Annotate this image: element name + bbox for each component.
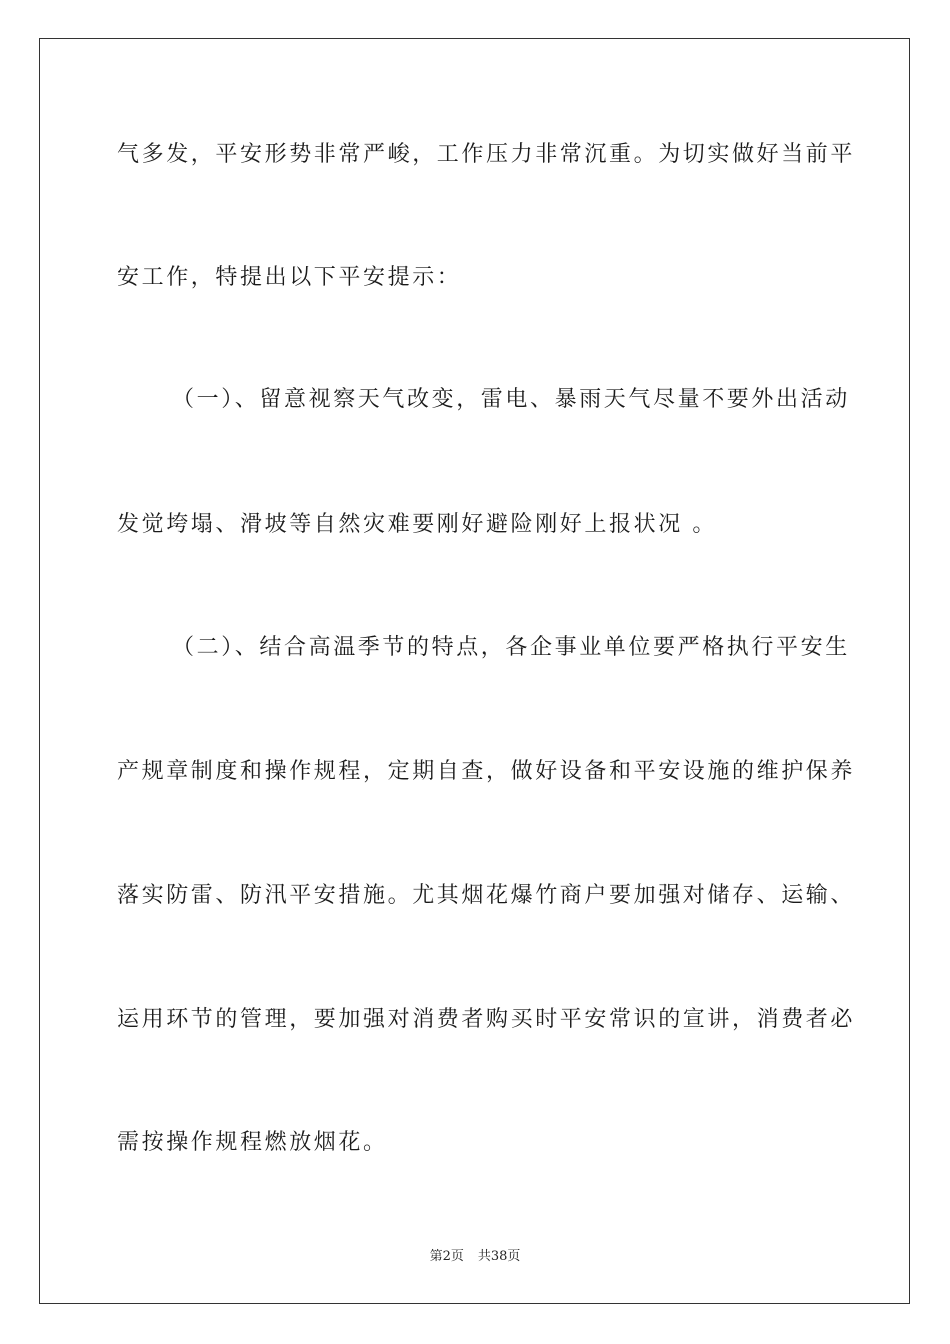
- body-text-line: （一）、留意视察天气改变，雷电、暴雨天气尽量不要外出活动: [172, 387, 850, 412]
- page-total: 共38页: [477, 1249, 521, 1264]
- body-text-line: （二）、结合高温季节的特点，各企事业单位要严格执行平安生: [172, 635, 850, 660]
- body-text-line: 安工作，特提出以下平安提示：: [117, 265, 462, 290]
- body-text-line: 发觉垮塌、滑坡等自然灾难要刚好避险刚好上报状况 。: [117, 512, 717, 537]
- body-text-line: 落实防雷、防汛平安措施。尤其烟花爆竹商户要加强对储存、运输、: [117, 883, 856, 908]
- body-text-line: 气多发，平安形势非常严峻，工作压力非常沉重。为切实做好当前平: [117, 142, 856, 167]
- page-frame: [39, 38, 910, 1304]
- page-number: 第2页: [429, 1249, 464, 1264]
- body-text-line: 产规章制度和操作规程，定期自查，做好设备和平安设施的维护保养: [117, 759, 856, 784]
- page-footer: [0, 1248, 950, 1266]
- body-text-line: 需按操作规程燃放烟花。: [117, 1130, 388, 1155]
- body-text-line: 运用环节的管理，要加强对消费者购买时平安常识的宣讲，消费者必: [117, 1007, 856, 1032]
